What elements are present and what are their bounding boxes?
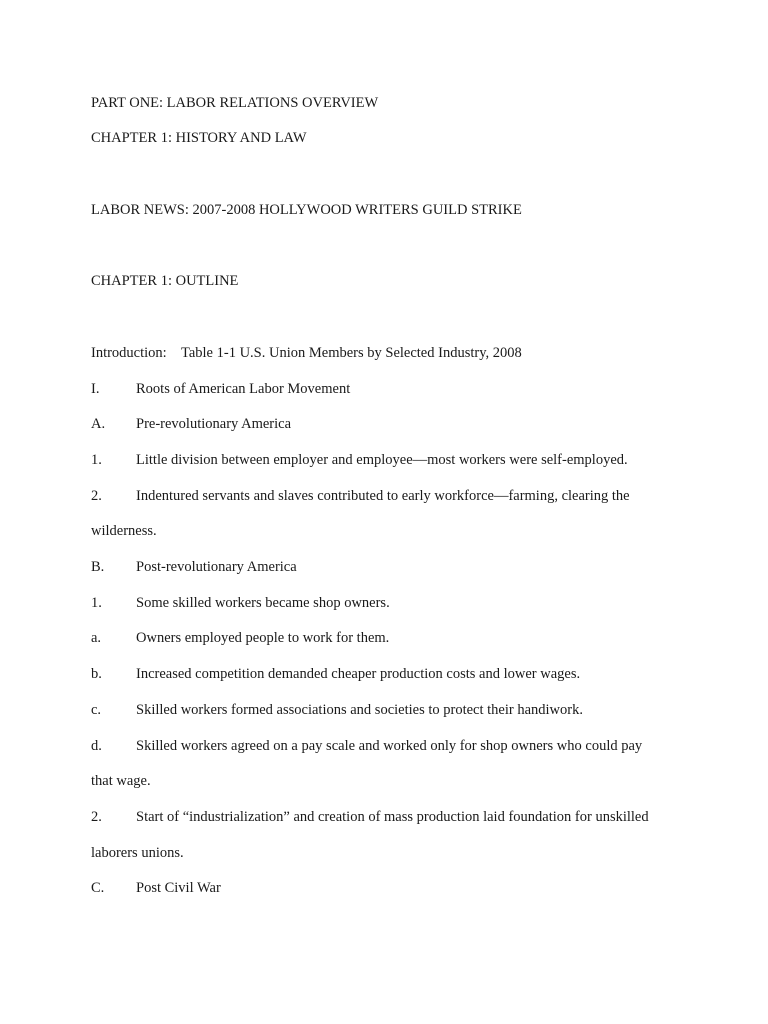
outline-marker: 2. — [91, 488, 102, 504]
outline-item — [91, 879, 221, 897]
outline-text: Increased competition demanded cheaper production costs and lower wages. — [136, 666, 581, 682]
outline-item — [91, 808, 649, 826]
intro-label: Introduction: — [91, 345, 167, 361]
outline-item — [91, 701, 583, 719]
outline-continuation — [91, 772, 151, 790]
outline-text: Post Civil War — [136, 880, 221, 896]
outline-item — [91, 737, 642, 755]
outline-text: Some skilled workers became shop owners. — [136, 595, 390, 611]
chapter-heading: CHAPTER 1: HISTORY AND LAW — [91, 130, 307, 146]
outline-marker: A. — [91, 416, 106, 432]
outline-item — [91, 451, 628, 469]
outline-marker: B. — [91, 559, 105, 575]
outline-item — [91, 594, 390, 612]
outline-text: Start of “industrialization” and creation of mass production laid foundation for unskilled — [136, 809, 649, 825]
outline-item — [91, 415, 291, 433]
outline-marker: 2. — [91, 809, 102, 825]
outline-marker: C. — [91, 880, 105, 896]
outline-text: that wage. — [91, 773, 151, 789]
labor-news-heading: LABOR NEWS: 2007-2008 HOLLYWOOD WRITERS GUILD STRIKE — [91, 202, 522, 218]
outline-text: Skilled workers formed associations and societies to protect their handiwork. — [136, 702, 583, 718]
outline-marker: 1. — [91, 452, 102, 468]
outline-text: Owners employed people to work for them. — [136, 630, 390, 646]
outline-item — [91, 558, 297, 576]
outline-marker: a. — [91, 630, 102, 646]
outline-continuation — [91, 522, 157, 540]
outline-marker: b. — [91, 666, 102, 682]
outline-item — [91, 487, 630, 505]
outline-marker: c. — [91, 702, 102, 718]
outline-item — [91, 629, 389, 647]
outline-text: Pre-revolutionary America — [136, 416, 292, 432]
outline-item — [91, 665, 580, 683]
outline-item — [91, 380, 350, 398]
intro-text: Table 1-1 U.S. Union Members by Selected Industry, 2008 — [181, 345, 522, 361]
intro-line — [91, 344, 522, 362]
outline-heading: CHAPTER 1: OUTLINE — [91, 273, 239, 289]
outline-text: Indentured servants and slaves contributed to early workforce—farming, clearing the — [136, 488, 630, 504]
outline-marker: d. — [91, 738, 102, 754]
outline-continuation — [91, 844, 184, 862]
outline-text: Skilled workers agreed on a pay scale and worked only for shop owners who could pay — [136, 738, 643, 754]
outline-text: wilderness. — [91, 523, 157, 539]
part-heading: PART ONE: LABOR RELATIONS OVERVIEW — [91, 95, 379, 111]
outline-marker: I. — [91, 381, 100, 397]
outline-text: Roots of American Labor Movement — [136, 381, 351, 397]
outline-text: laborers unions. — [91, 845, 184, 861]
outline-text: Little division between employer and employee—most workers were self-employed. — [136, 452, 628, 468]
outline-marker: 1. — [91, 595, 102, 611]
outline-text: Post-revolutionary America — [136, 559, 297, 575]
